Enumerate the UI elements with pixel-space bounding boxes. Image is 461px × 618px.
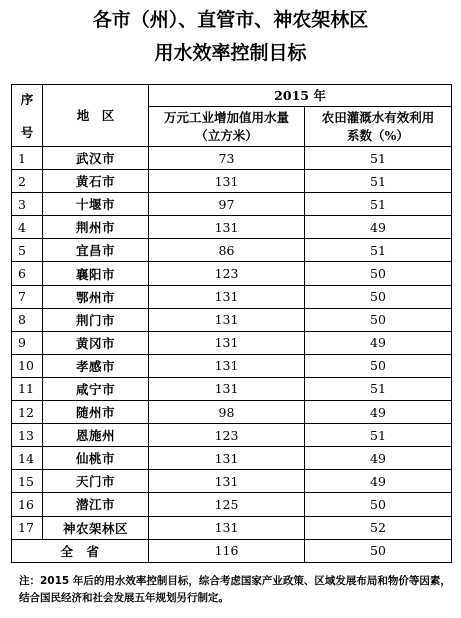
- row-industry-value: 97: [149, 193, 305, 216]
- irrigation-column-header: 农田灌溉水有效利用 系数（%）: [305, 107, 452, 147]
- row-industry-value: 131: [149, 170, 305, 193]
- row-irrigation-value: 52: [305, 516, 452, 539]
- row-irrigation-value: 51: [305, 193, 452, 216]
- row-irrigation-value: 51: [305, 239, 452, 262]
- industry-column-header: 万元工业增加值用水量 （立方米）: [149, 107, 305, 147]
- footnote: 注：2015 年后的用水效率控制目标，综合考虑国家产业政策、区域发展布局和物价等因素，结合国民经济和社会发展五年规划另行制定。: [19, 575, 451, 604]
- row-industry-value: 131: [149, 470, 305, 493]
- row-irrigation-value: 49: [305, 447, 452, 470]
- table-row: [12, 354, 452, 377]
- table-row: [12, 170, 452, 193]
- row-number: 5: [12, 239, 43, 262]
- row-region: 恩施州: [43, 424, 149, 447]
- table-row: [12, 147, 452, 170]
- row-region: 荆州市: [43, 216, 149, 239]
- table-row: [12, 401, 452, 424]
- table-body: [12, 147, 452, 563]
- row-irrigation-value: 50: [305, 285, 452, 308]
- total-row: [12, 539, 452, 562]
- row-irrigation-value: 50: [305, 262, 452, 285]
- row-irrigation-value: 49: [305, 401, 452, 424]
- year-header: 2015 年: [149, 85, 452, 107]
- row-number: 2: [12, 170, 43, 193]
- row-region: 潜江市: [43, 493, 149, 516]
- row-industry-value: 123: [149, 424, 305, 447]
- document-title-line1: 各市（州）、直管市、神农架林区: [92, 9, 369, 31]
- water-efficiency-table: [11, 84, 452, 563]
- row-number: 13: [12, 424, 43, 447]
- row-irrigation-value: 50: [305, 354, 452, 377]
- table-row: [12, 308, 452, 331]
- row-industry-value: 131: [149, 377, 305, 400]
- row-region: 武汉市: [43, 147, 149, 170]
- row-industry-value: 131: [149, 447, 305, 470]
- row-region: 宜昌市: [43, 239, 149, 262]
- table-row: [12, 447, 452, 470]
- row-number: 1: [12, 147, 43, 170]
- row-industry-value: 73: [149, 147, 305, 170]
- row-region: 荆门市: [43, 308, 149, 331]
- row-number: 17: [12, 516, 43, 539]
- row-irrigation-value: 49: [305, 331, 452, 354]
- row-region: 咸宁市: [43, 377, 149, 400]
- row-region: 襄阳市: [43, 262, 149, 285]
- row-industry-value: 123: [149, 262, 305, 285]
- row-number: 10: [12, 354, 43, 377]
- row-irrigation-value: 49: [305, 216, 452, 239]
- row-region: 仙桃市: [43, 447, 149, 470]
- table-row: [12, 516, 452, 539]
- row-region: 神农架林区: [43, 516, 149, 539]
- row-industry-value: 98: [149, 401, 305, 424]
- row-number: 14: [12, 447, 43, 470]
- row-region: 黄石市: [43, 170, 149, 193]
- row-industry-value: 131: [149, 216, 305, 239]
- table-row: [12, 377, 452, 400]
- row-irrigation-value: 51: [305, 377, 452, 400]
- row-number: 16: [12, 493, 43, 516]
- row-irrigation-value: 49: [305, 470, 452, 493]
- table-row: [12, 262, 452, 285]
- total-industry-value: 116: [149, 539, 305, 562]
- row-region: 孝感市: [43, 354, 149, 377]
- table-row: [12, 285, 452, 308]
- row-region: 随州市: [43, 401, 149, 424]
- row-number: 15: [12, 470, 43, 493]
- row-irrigation-value: 50: [305, 493, 452, 516]
- row-industry-value: 125: [149, 493, 305, 516]
- row-industry-value: 131: [149, 285, 305, 308]
- index-column-header: 序 号: [12, 85, 43, 147]
- row-region: 十堰市: [43, 193, 149, 216]
- table-row: [12, 193, 452, 216]
- row-region: 黄冈市: [43, 331, 149, 354]
- row-number: 3: [12, 193, 43, 216]
- row-number: 8: [12, 308, 43, 331]
- row-number: 9: [12, 331, 43, 354]
- row-industry-value: 131: [149, 516, 305, 539]
- total-label: 全 省: [12, 539, 149, 562]
- table-row: [12, 493, 452, 516]
- table-row: [12, 424, 452, 447]
- row-industry-value: 131: [149, 354, 305, 377]
- row-industry-value: 131: [149, 308, 305, 331]
- table-row: [12, 216, 452, 239]
- row-irrigation-value: 50: [305, 308, 452, 331]
- row-number: 6: [12, 262, 43, 285]
- row-number: 4: [12, 216, 43, 239]
- table-row: [12, 239, 452, 262]
- table-row: [12, 331, 452, 354]
- row-number: 12: [12, 401, 43, 424]
- region-column-header: 地 区: [43, 85, 149, 147]
- row-number: 11: [12, 377, 43, 400]
- row-number: 7: [12, 285, 43, 308]
- row-region: 天门市: [43, 470, 149, 493]
- document-title-line2: 用水效率控制目标: [154, 42, 307, 64]
- table-row: [12, 470, 452, 493]
- row-irrigation-value: 51: [305, 424, 452, 447]
- row-irrigation-value: 51: [305, 170, 452, 193]
- row-region: 鄂州市: [43, 285, 149, 308]
- row-industry-value: 86: [149, 239, 305, 262]
- total-irrigation-value: 50: [305, 539, 452, 562]
- row-industry-value: 131: [149, 331, 305, 354]
- row-irrigation-value: 51: [305, 147, 452, 170]
